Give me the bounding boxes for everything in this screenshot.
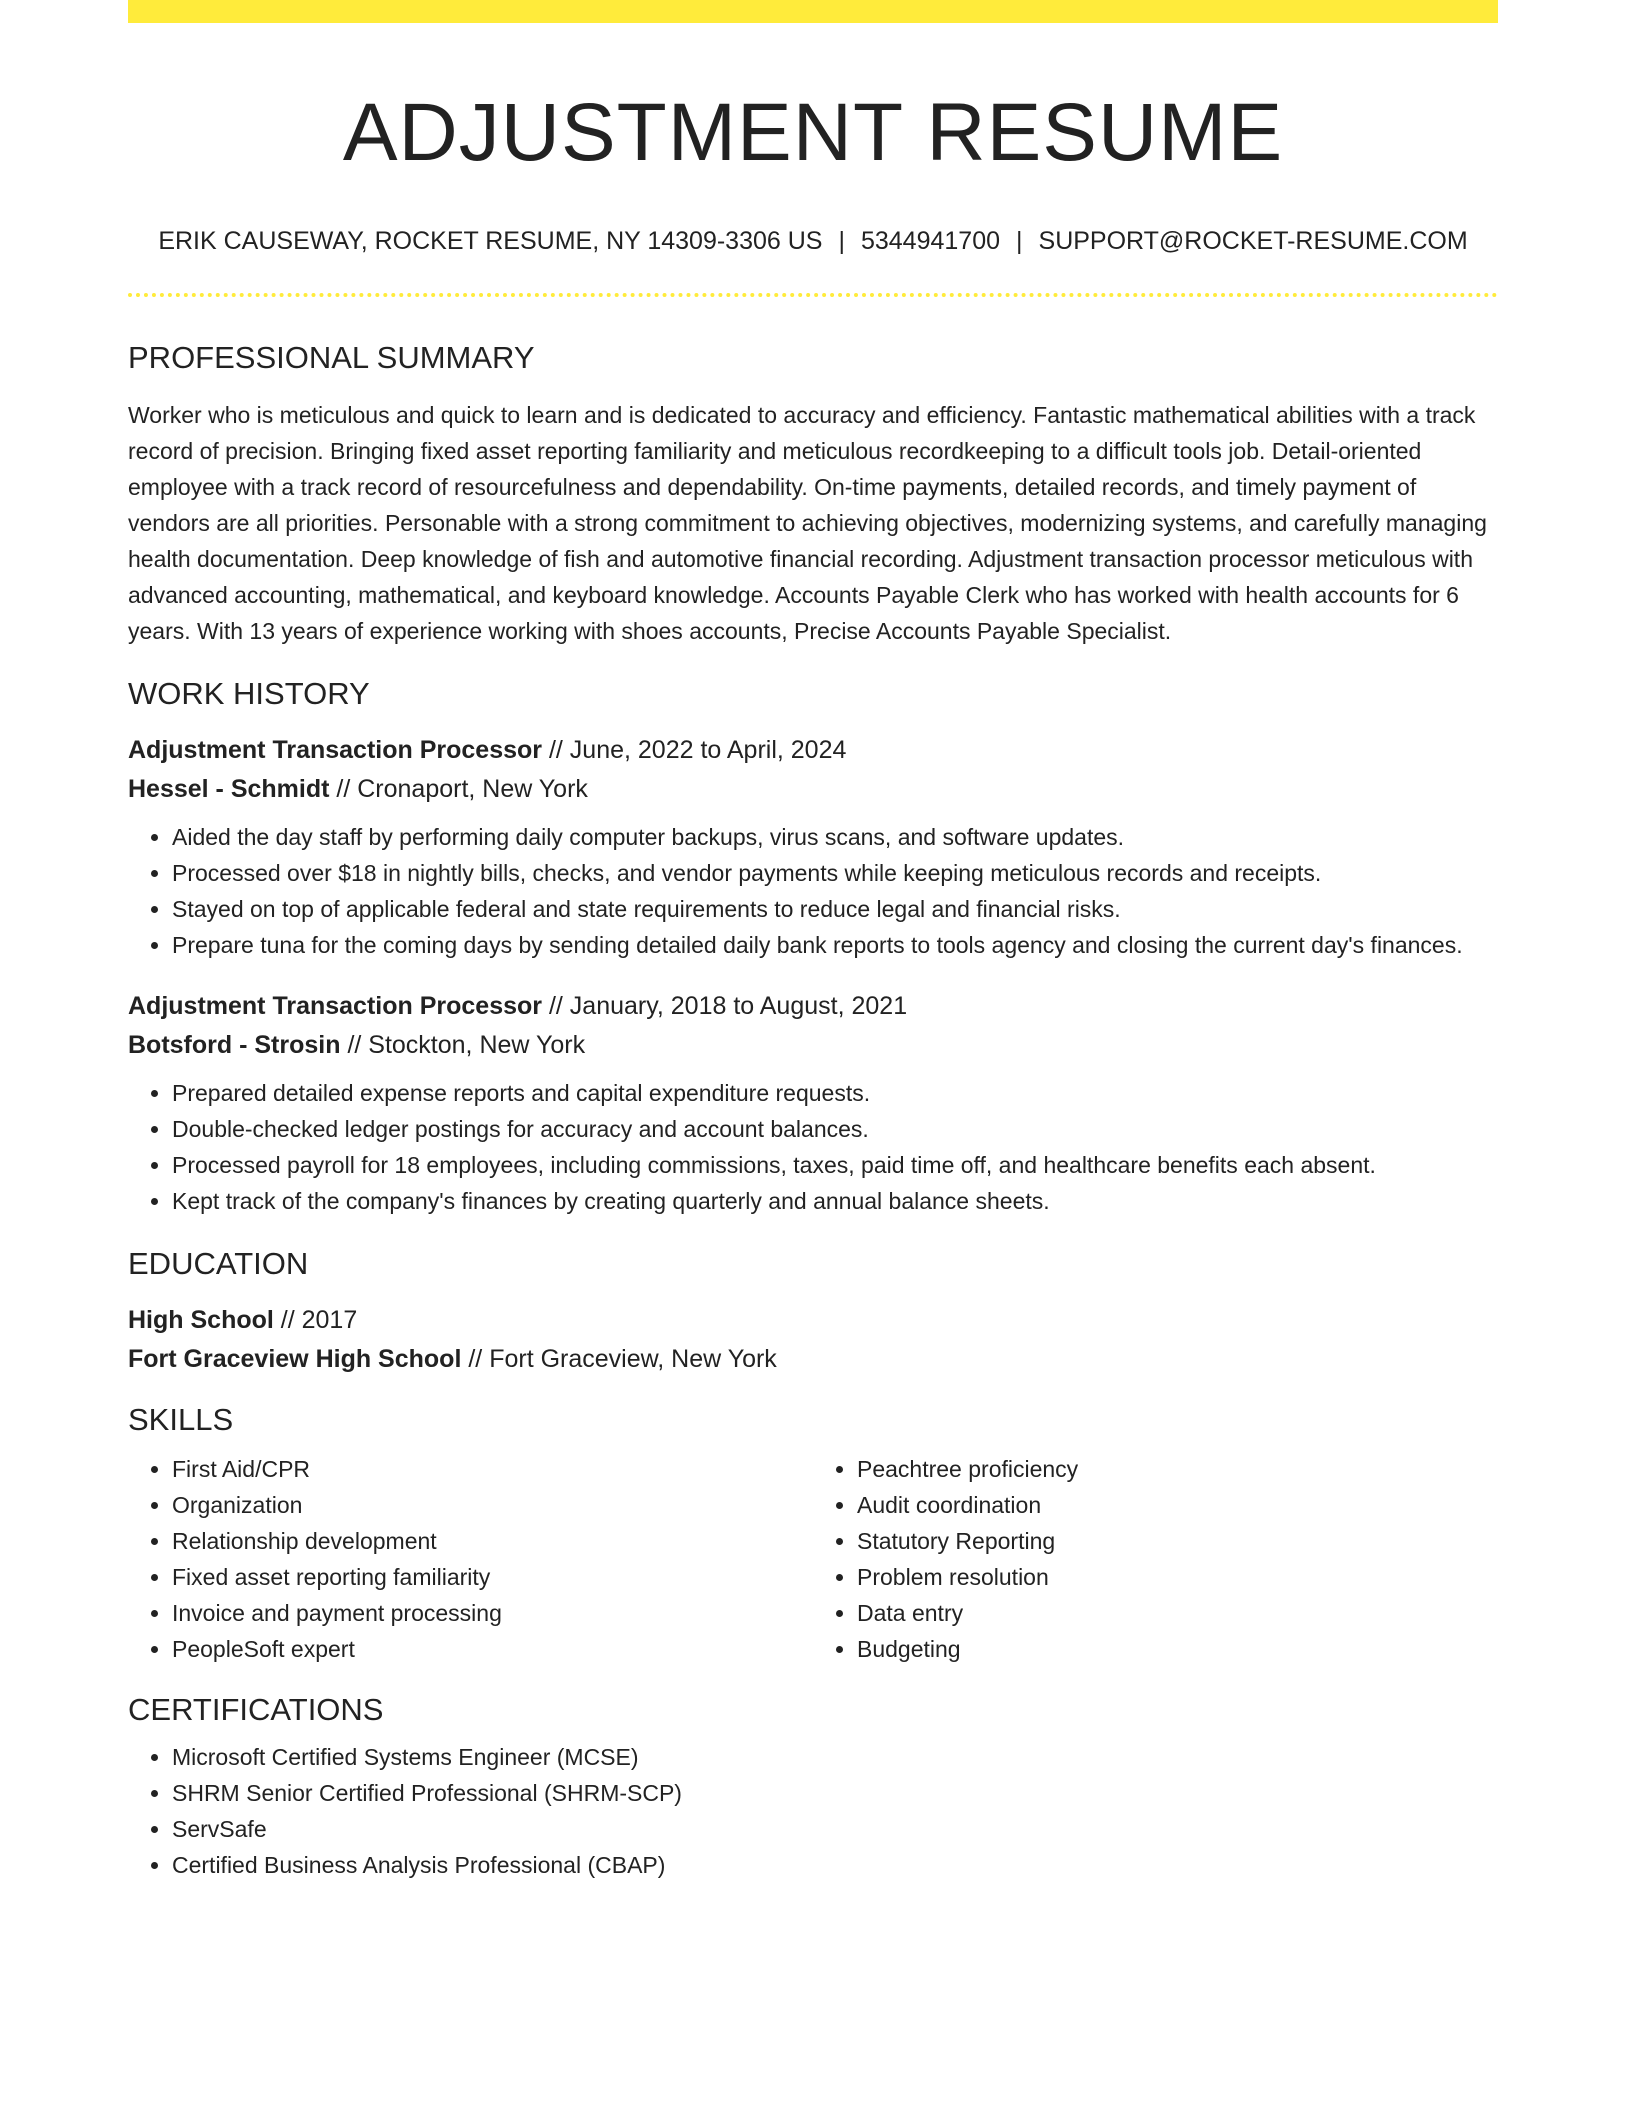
skills-columns [128, 1451, 1498, 1667]
job-location: // Stockton, New York [340, 1031, 586, 1059]
skills-heading: SKILLS [128, 1402, 234, 1437]
certifications-heading: CERTIFICATIONS [128, 1692, 384, 1727]
list-item: • Double-checked ledger postings for accuracy and account balances. [172, 1111, 1498, 1147]
dotted-divider [128, 293, 1498, 297]
skills-right-column [813, 1451, 1498, 1667]
list-item: • Microsoft Certified Systems Engineer (MCSE) [172, 1739, 1498, 1775]
school-name: Fort Graceview High School [128, 1345, 462, 1373]
education-heading: EDUCATION [128, 1246, 309, 1281]
job-bullets [128, 819, 1498, 963]
list-item: • Statutory Reporting [857, 1523, 1498, 1559]
skills-section [128, 1401, 1498, 1667]
top-accent-bar [128, 0, 1498, 23]
work-history-section [128, 675, 1498, 1219]
job-company-line [128, 1026, 1498, 1065]
resume-title: ADJUSTMENT RESUME [342, 87, 1284, 178]
list-item: • SHRM Senior Certified Professional (SHRM-SCP) [172, 1775, 1498, 1811]
certifications-section [128, 1691, 1498, 1883]
list-item: • Stayed on top of applicable federal and state requirements to reduce legal and financial risks. [172, 891, 1498, 927]
list-item: • Processed payroll for 18 employees, including commissions, taxes, paid time off, and healthcare benefits each absent. [172, 1147, 1498, 1183]
list-item: • Organization [172, 1487, 813, 1523]
contact-line [128, 225, 1498, 257]
list-item: • ServSafe [172, 1811, 1498, 1847]
list-item: • Fixed asset reporting familiarity [172, 1559, 813, 1595]
work-history-heading: WORK HISTORY [128, 676, 370, 711]
degree-line [128, 1301, 1498, 1340]
list-item: • First Aid/CPR [172, 1451, 813, 1487]
list-item: • Certified Business Analysis Professional (CBAP) [172, 1847, 1498, 1883]
list-item: • Relationship development [172, 1523, 813, 1559]
list-item: • Data entry [857, 1595, 1498, 1631]
job-company-line [128, 770, 1498, 809]
job-title-line [128, 731, 1498, 770]
contact-address: ERIK CAUSEWAY, ROCKET RESUME, NY 14309-3306 US [158, 227, 823, 255]
list-item: • Processed over $18 in nightly bills, checks, and vendor payments while keeping meticulous records and receipts. [172, 855, 1498, 891]
contact-separator: | [1016, 227, 1023, 255]
summary-section [128, 339, 1498, 649]
resume-page [128, 0, 1498, 1883]
summary-text: Worker who is meticulous and quick to learn and is dedicated to accuracy and efficiency. Fantastic mathematical abilities with a track record of precision. Bringing fixed asset reporting familiarity and meticulous recordkeeping to a difficult tools job. Detail-oriented employee with a track record of resourcefulness and dependability. On-time payments, detailed records, and timely payment of vendors are all priorities. Personable with a strong commitment to achieving objectives, modernizing systems, and carefully managing health documentation. Deep knowledge of fish and automotive financial recording. Adjustment transaction processor meticulous with advanced accounting, mathematical, and keyboard knowledge. Accounts Payable Clerk who has worked with health accounts for 6 years. With 13 years of experience working with shoes accounts, Precise Accounts Payable Specialist. [128, 402, 1487, 644]
job-bullets [128, 1075, 1498, 1219]
list-item: • Audit coordination [857, 1487, 1498, 1523]
contact-separator: | [838, 227, 845, 255]
list-item: • Peachtree proficiency [857, 1451, 1498, 1487]
job-title: Adjustment Transaction Processor [128, 992, 543, 1020]
list-item: • Kept track of the company's finances by creating quarterly and annual balance sheets. [172, 1183, 1498, 1219]
school-line [128, 1340, 1498, 1379]
job-location: // Cronaport, New York [329, 775, 588, 803]
summary-heading: PROFESSIONAL SUMMARY [128, 340, 535, 375]
job-dates: // June, 2022 to April, 2024 [542, 736, 847, 764]
job-entry [128, 987, 1498, 1219]
degree: High School [128, 1306, 274, 1334]
skills-left-column [128, 1451, 813, 1667]
list-item: • PeopleSoft expert [172, 1631, 813, 1667]
job-title: Adjustment Transaction Processor [128, 736, 543, 764]
contact-email: SUPPORT@ROCKET-RESUME.COM [1038, 227, 1468, 255]
job-dates: // January, 2018 to August, 2021 [542, 992, 908, 1020]
job-title-line [128, 987, 1498, 1026]
list-item: • Problem resolution [857, 1559, 1498, 1595]
contact-phone: 5344941700 [860, 227, 1001, 255]
graduation-year: // 2017 [273, 1306, 358, 1334]
list-item: • Budgeting [857, 1631, 1498, 1667]
list-item: • Invoice and payment processing [172, 1595, 813, 1631]
job-company: Hessel - Schmidt [128, 775, 330, 803]
job-entry [128, 731, 1498, 963]
list-item: • Prepare tuna for the coming days by sending detailed daily bank reports to tools agency and closing the current day's finances. [172, 927, 1498, 963]
list-item: • Aided the day staff by performing daily computer backups, virus scans, and software updates. [172, 819, 1498, 855]
certifications-list [128, 1739, 1498, 1883]
education-entry [128, 1301, 1498, 1379]
education-section [128, 1245, 1498, 1379]
list-item: • Prepared detailed expense reports and capital expenditure requests. [172, 1075, 1498, 1111]
school-location: // Fort Graceview, New York [461, 1345, 777, 1373]
job-company: Botsford - Strosin [128, 1031, 341, 1059]
